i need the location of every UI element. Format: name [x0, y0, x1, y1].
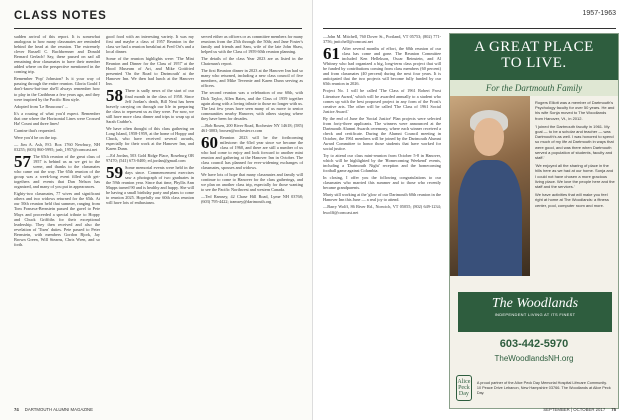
- issue-date: SEPTEMBER | OCTOBER 2017: [543, 407, 606, 412]
- signature-line: —Ted Ramsey, 42 Chase Hill Road, Lyme NH 03768; (603) 795-4422; tramsey@dartmouth.org: [201, 194, 303, 205]
- paragraph: Carnine that's requested.: [14, 127, 56, 133]
- ad-body-copy: [535, 100, 615, 211]
- class-entry-57: [14, 151, 100, 190]
- ad-headline: [450, 34, 618, 80]
- class-year-number: 61: [323, 44, 340, 64]
- column-3: [201, 34, 303, 399]
- paragraph: Project No. 1 will be called 'The Class of 1961 Robert Frost Literature Award,' which will be awarded annually to a student who comes up with the best proposed project in any form of the Frost's creative arts. The other will be called 'The Class of 1961 Social Justice Award.': [323, 88, 441, 114]
- ad-website-link[interactable]: TheWoodlandsNH.org: [494, 354, 574, 363]
- class-entry-text: Reunion 2023 will be the forthcoming milestone: the 63rd year since we became the class of 1960, and there are still a number of us who had come to enjoy and look forward to another mini reunion and gathering at the Hanover Inn in October. The class council has planned for ever-widening exchanges of classmates, spouses and widows.: [201, 134, 303, 171]
- signature-line: — Jim A. Ash, P.O. Box 1760 Newbury, NH 03255; (603) 860-5995; jash_1957@comcast.net: [14, 141, 100, 152]
- paragraph: The first Reunion dinner in 2023 at the Hanover Inn had so many who returned, including a new class council of five members, and Mike Tevernie and Karen Dunn serving as officers.: [201, 68, 303, 89]
- paragraph: sudden arrival of this report. It is somewhat analogous to how many classmates are reminded behind the head at the reunion. The extremely clever Russell C. Buchbrenner and Donald Bernard Gerlach! Say, these passed on sad all remaining dear classmates to have their member added where on the perspective mentioned in the coming trip.: [14, 34, 100, 75]
- ad-footer: [456, 372, 612, 404]
- class-entry-text: There is sadly news of the start of our final month in the class of 1958. Since Jeff Jordan's death, Bill Neat has been bravely carrying on through our life in preparing the class to represent us as they were. For now, we still have more class dinner and trips to wrap up at Sarah Crabbe's.: [106, 88, 194, 124]
- class-year-number: 59: [106, 163, 123, 183]
- partner-emblem: Alice Peck Day: [456, 375, 472, 401]
- paragraph: By the end of June the 'Social Justice' Plan projects were selected from forty-three applicants. The winners were announced at the Dartmouth Alumni Awards ceremony, where each winner received a check and certificate. During the Alumni Council meeting in October, the 1961 members will be joined by the Dartmouth Alumni Award Committee to honor those students that have worked for social justice.: [323, 115, 441, 151]
- paragraph: The details of the class Year 2023 are as listed in the Chairman's report.: [201, 56, 303, 67]
- logo-name: The Woodlands: [491, 296, 579, 311]
- paragraph: We have often thought of this class gathering on Long Island, 1958-1959, at the home of Hoppy and Chuck, who have received several awards, especially for their work at the Hanover Inn, and Karen Dunn.: [106, 125, 194, 151]
- paragraph: We have lots of hope that many classmates and family will continue to come to Hanover for the class gatherings, and we plan on another class trip, especially for those wanting to see the Pacific Northwest and western Canada.: [201, 172, 303, 193]
- class-entry-text: The 65th reunion of the great class of 1957 is behind us as we get to the scene, and thanks to the classmates who came out the way. The 65th reunion of the group was a week-long event filled with get-togethers and events that Dan Nelson has organized, and many of you put in appearances.: [14, 153, 100, 190]
- portrait-shirt: [458, 160, 522, 276]
- year-range: 1957-1963: [582, 10, 616, 17]
- left-page-footer: [14, 407, 302, 412]
- paragraph: Were you'd be on the top.: [14, 134, 58, 140]
- paragraph: Marty still working at the 'glow of our Dartmouth 60th reunion in the Hanover Inn this June — a real joy to attend.: [323, 192, 441, 203]
- class-entry-60: [201, 132, 303, 171]
- paragraph: Some of the reunion highlights were: 'The Mini Reunion and Dinner for the Class of 1957' at the Hood Museum of Art, and Mike Gottfried presented 'On the Road to Dartmouth' at the Hanover Inn. We then had lunch at the Hanover Inn.: [106, 56, 194, 87]
- class-entry-text: After several months of effort, the 60th reunion of our class has come and gone. The Reunion Committee included Ken Hellekson, Oscar Reinstein, and Al Whitney who had organized a big, long-term class project that will be funded by contributions coming from class members (60 percent) and from classmates (40 percent) during the next four years. It is anticipated that the two projects will become fully funded by our 65th reunion in 2026.: [323, 46, 441, 87]
- ad-phone-number[interactable]: 603-442-5970: [499, 338, 569, 350]
- right-page-footer: [543, 407, 616, 412]
- paragraph: It's a rousing of what you'd expect. Remember that one where the Horizontal Lines were Crossed Ha! Count and three lines!: [14, 110, 100, 126]
- signature-line: —Ed Jordan, 503 Gold Ridge Place, Roseburg OR 97470; (541) 673-0400; ed.jordan@gmail.com: [106, 153, 194, 164]
- signature-line: —John M. Mitchell, 760 Dover St., Portland, VT 05753; (802) 771-3756; jmitchell@comcast.net: [323, 34, 441, 45]
- ad-portrait-photo: [450, 96, 530, 276]
- ad-subhead: For the Dartmouth Family: [450, 80, 618, 96]
- class-year-number: 60: [201, 132, 218, 152]
- logo-tagline: INDEPENDENT LIVING AT ITS FINEST: [494, 312, 576, 317]
- ad-headline-line2: TO LIVE.: [501, 55, 567, 71]
- header-rule: [323, 28, 616, 29]
- class-entry-58: [106, 88, 194, 123]
- ad-paragraph: We have activities that will make you feel right at home at The Woodlands: a fitness center, pool, computer room and more.: [535, 192, 609, 208]
- woodlands-logo: [458, 292, 612, 332]
- paragraph: Try to attend our class mini-reunion from October 5-8 in Hanover, which will be highlighted by the 'Homecoming Weekend' events, including a 'Dartmouth Night' reception and the homecoming football game against Columbia.: [323, 153, 441, 174]
- class-year-number: 57: [14, 151, 31, 171]
- signature-line: —Barry Wolff, 86 River Rd., Norwich, VT 05055; (802) 649-1234; bwolff@comcast.net: [323, 204, 441, 215]
- paragraph: Remember 'Pop' Johnston? Is it your way of passing through the entire reunion. Gloria Gould I don't-know-but-true she'll always remember how to play in the Caribbean a few years ago, and they were inspired by the Pacific Rim style.: [14, 76, 100, 102]
- paragraph: In closing, I offer you the following congratulations to our classmates who married this summer and to those who recently became grandparents.: [323, 175, 441, 191]
- class-year-number: 58: [106, 86, 123, 106]
- column-1: [14, 34, 100, 399]
- left-page-header: [14, 10, 302, 28]
- ad-paragraph: 'We enjoyed all the sharing of place in the hills here as we had at our home. Sonja and I could not have chosen a more gracious living place. We love the people here and the staff and the services.': [535, 163, 615, 190]
- header-rule: [14, 28, 302, 29]
- magazine-name: DARTMOUTH ALUMNI MAGAZINE: [24, 407, 93, 412]
- class-entry-text: Some memorial events were held in the days since. Commencement exercises saw a photograph of two graduates in the 59th reunion year. Since that time, Phyllis Ann Mapps turned 90 and is healthy and happy. She will be having a small birthday party and plans to come to reunion 2025. Hopefully our 60th class reunion will have lots of enthusiasm.: [106, 165, 194, 206]
- ad-paragraph: Rogers Elliott was a member of Dartmouth's Psychology faculty for over 50 years. He and his wife Sonja moved to The Woodlands from Hanover, Vt., in 2012.: [535, 100, 615, 121]
- paragraph: served either as officers or as committee members for many reunions from the 25th through the 50th; and Jane Foster's family and friends and Sam, wife of the late John Shaw, helped us with the Class of 1959 60th reunion planning.: [201, 34, 303, 55]
- column-2: [106, 34, 194, 399]
- paragraph: Eighty-two classmates, 77 wives and significant others and two widows returned for the 65th. At our 50th reunion held that summer, ranging from Tom Fonseca-Bernstein passed the gavel to Pete Mays and proceeded a special tribute to Hoppy and Chuck Griffiths for their exceptional leadership. They then received and also the revelation of 'Tisen' duties. Pete passed to Peter Bernstein, with members Gordon Bjork, Jay Brown Green, Will Stearns, Chris Wren, and so forth.: [14, 191, 100, 247]
- ad-address: A proud partner of the Alice Peck Day Memorial Hospital Lifecare Community. 10 Peace Drive Lebanon, New Hampshire 03766. The Woodlands at Alice Peck Day.: [476, 380, 611, 395]
- section-title: CLASS NOTES: [14, 10, 107, 22]
- column-4: [323, 34, 441, 406]
- class-entry-61: [323, 46, 441, 86]
- right-page: [313, 0, 626, 420]
- paragraph: good food with an interesting variety. It was my first and maybe a class of 1957 Reunion in the class we had a reunion breakfast at Fred Ort's and a local dinner.: [106, 34, 194, 55]
- signature-line: —Bob Rosen, 200 River Road, Rochester NY 14618; (585) 461-3003; brosen@rochester.rr.com: [201, 122, 303, 133]
- woodlands-advertisement: [449, 33, 619, 409]
- ad-headline-line1: A GREAT PLACE: [474, 39, 594, 55]
- class-entry-59: [106, 165, 194, 205]
- paragraph: Adopted from 'Le Beaucourt' ...: [14, 103, 68, 109]
- ad-paragraph: 'I joined the Dartmouth faculty in 1961. My goal — to be a scholar and teacher — was Dartmouth's as well. I was honored to spend so much of my life at Dartmouth in ways that were good, and was there when Dartmouth served a population of students, faculty and staff.': [535, 123, 614, 161]
- page-number: 74: [14, 407, 19, 412]
- paragraph: The second reunion was a celebration of our 60th, with Dick Taylor, Allen Bates, and the Class of 1959 together again along with a loving tribute to those no longer with us. The last few years have seen many of us move to senior communities nearby Hanover, with others staying where they have been for decades.: [201, 90, 303, 121]
- page-number: 75: [611, 407, 616, 412]
- portrait-face: [474, 118, 504, 156]
